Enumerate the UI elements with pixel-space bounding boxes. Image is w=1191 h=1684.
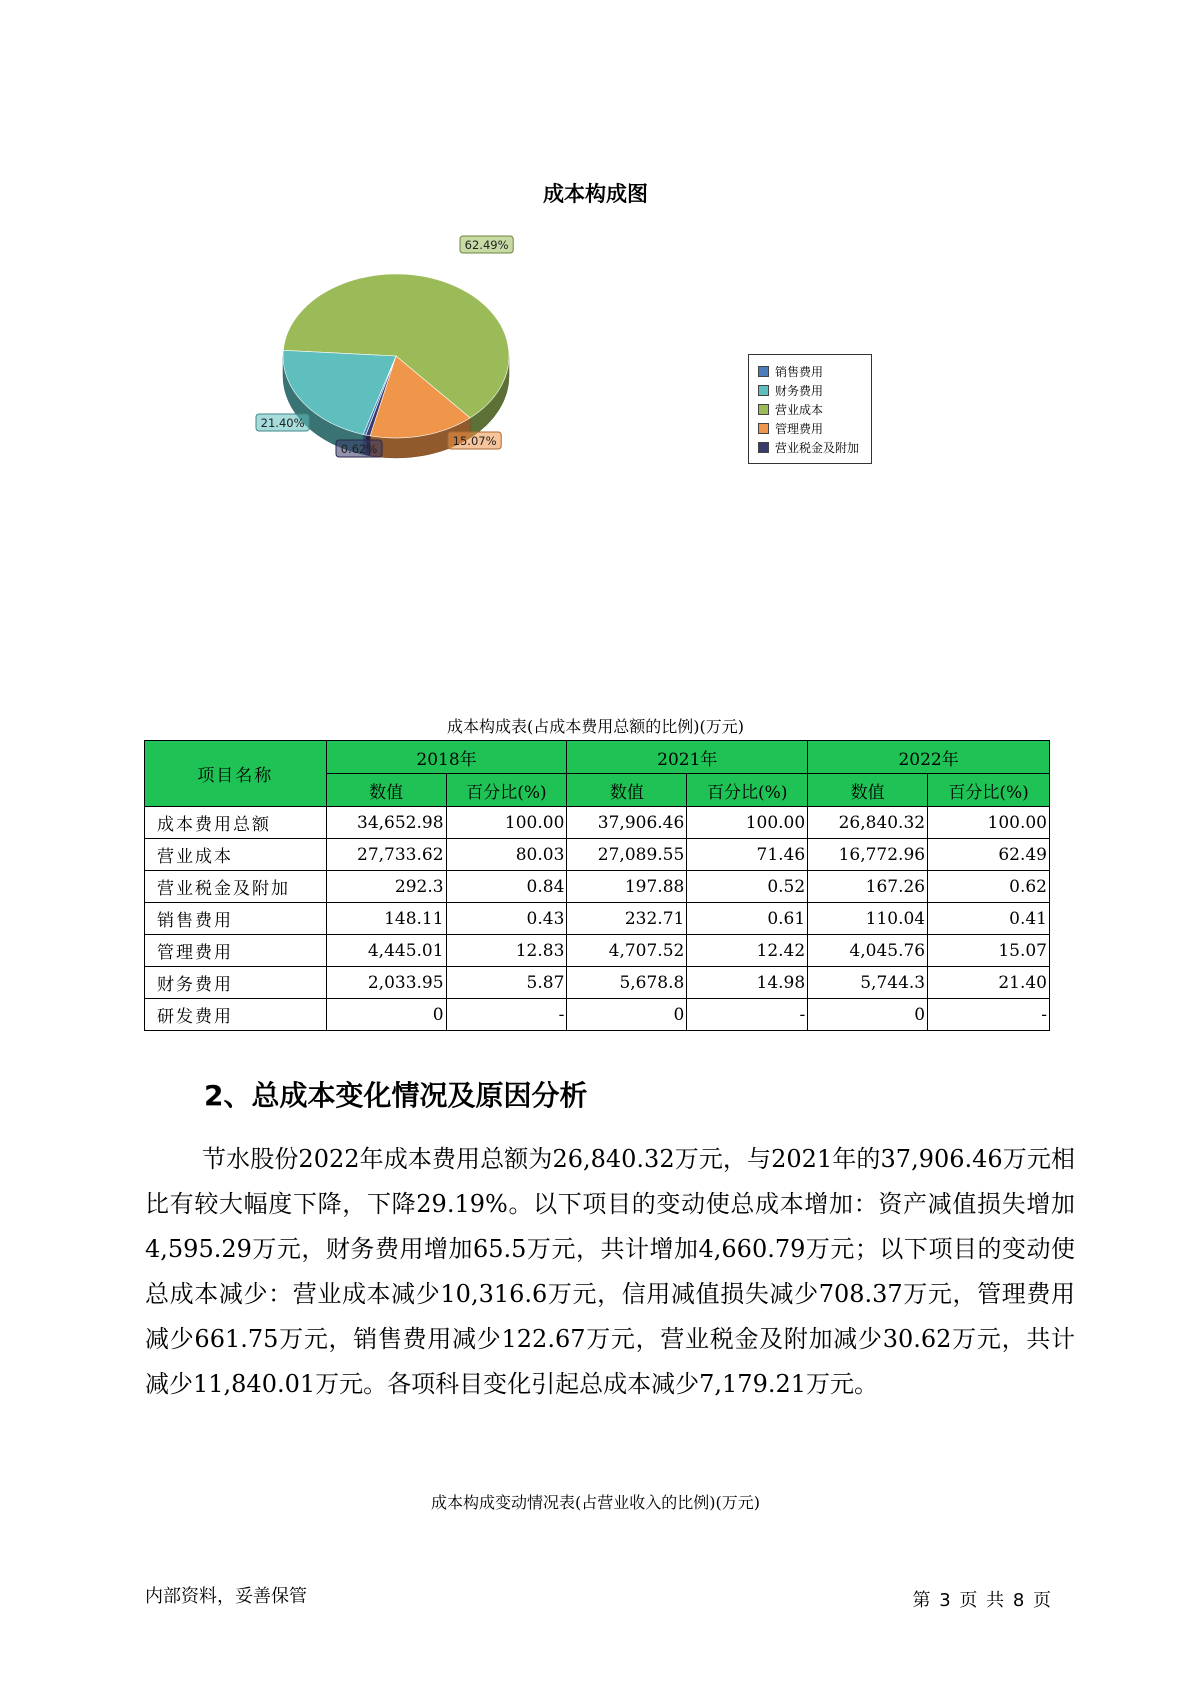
table-row — [145, 871, 1050, 903]
value-cell: 0 — [567, 999, 687, 1031]
value-cell: 292.3 — [326, 871, 446, 903]
legend-swatch — [758, 404, 769, 415]
pie-chart — [250, 228, 670, 488]
legend-item — [758, 438, 871, 457]
legend-item — [758, 400, 871, 419]
value-cell: 26,840.32 — [808, 807, 928, 839]
percent-cell: 80.03 — [446, 839, 567, 871]
value-cell: 197.88 — [567, 871, 687, 903]
value-cell: 37,906.46 — [567, 807, 687, 839]
percent-cell: 14.98 — [687, 967, 808, 999]
value-cell: 5,744.3 — [808, 967, 928, 999]
header-percent: 百分比(%) — [687, 774, 808, 807]
chart-title: 成本构成图 — [543, 182, 648, 206]
header-value: 数值 — [567, 774, 687, 807]
value-cell: 0 — [808, 999, 928, 1031]
value-cell: 4,445.01 — [326, 935, 446, 967]
legend-label: 财务费用 — [775, 384, 824, 398]
header-value: 数值 — [808, 774, 928, 807]
table-row — [145, 967, 1050, 999]
value-cell: 4,045.76 — [808, 935, 928, 967]
value-cell: 0 — [326, 999, 446, 1031]
legend-swatch — [758, 423, 769, 434]
pie-data-label — [460, 236, 513, 253]
value-cell: 34,652.98 — [326, 807, 446, 839]
value-cell: 232.71 — [567, 903, 687, 935]
percent-cell: 15.07 — [928, 935, 1050, 967]
header-percent: 百分比(%) — [446, 774, 567, 807]
legend-item — [758, 419, 871, 438]
header-percent: 百分比(%) — [928, 774, 1050, 807]
table-row — [145, 807, 1050, 839]
footer-page-number: 第 3 页 共 8 页 — [912, 1590, 1051, 1611]
legend-label: 营业成本 — [775, 403, 824, 417]
row-label: 营业税金及附加 — [145, 871, 327, 903]
legend-swatch — [758, 385, 769, 396]
value-cell: 167.26 — [808, 871, 928, 903]
percent-cell: 100.00 — [687, 807, 808, 839]
pie-data-label — [448, 432, 501, 449]
chart-legend — [748, 354, 872, 464]
percent-cell: 0.41 — [928, 903, 1050, 935]
percent-cell: 71.46 — [687, 839, 808, 871]
row-label: 营业成本 — [145, 839, 327, 871]
row-label: 销售费用 — [145, 903, 327, 935]
header-year: 2018年 — [326, 741, 567, 774]
percent-cell: 0.84 — [446, 871, 567, 903]
header-year: 2022年 — [808, 741, 1050, 774]
table-row — [145, 903, 1050, 935]
legend-swatch — [758, 366, 769, 377]
footer-confidential-note: 内部资料，妥善保管 — [145, 1586, 307, 1607]
percent-cell: 5.87 — [446, 967, 567, 999]
percent-cell: - — [446, 999, 567, 1031]
pie-data-label — [336, 440, 382, 457]
row-label: 成本费用总额 — [145, 807, 327, 839]
value-cell: 2,033.95 — [326, 967, 446, 999]
pie-data-label-text: 21.40% — [260, 416, 305, 430]
value-cell: 27,733.62 — [326, 839, 446, 871]
value-cell: 148.11 — [326, 903, 446, 935]
pie-data-label-text: 0.62% — [340, 442, 378, 456]
value-cell: 16,772.96 — [808, 839, 928, 871]
value-cell: 5,678.8 — [567, 967, 687, 999]
legend-label: 营业税金及附加 — [775, 441, 860, 455]
row-label: 财务费用 — [145, 967, 327, 999]
percent-cell: 12.42 — [687, 935, 808, 967]
percent-cell: 0.52 — [687, 871, 808, 903]
legend-label: 管理费用 — [775, 422, 824, 436]
percent-cell: 0.61 — [687, 903, 808, 935]
table2-caption: 成本构成变动情况表(占营业收入的比例)(万元) — [431, 1493, 760, 1512]
table-row — [145, 935, 1050, 967]
percent-cell: 100.00 — [928, 807, 1050, 839]
table-row — [145, 999, 1050, 1031]
row-label: 研发费用 — [145, 999, 327, 1031]
percent-cell: 0.62 — [928, 871, 1050, 903]
section-heading: 2、总成本变化情况及原因分析 — [204, 1079, 588, 1112]
percent-cell: 21.40 — [928, 967, 1050, 999]
percent-cell: - — [687, 999, 808, 1031]
row-label: 管理费用 — [145, 935, 327, 967]
header-item-name: 项目名称 — [145, 741, 327, 807]
analysis-paragraph: 节水股份2022年成本费用总额为26,840.32万元，与2021年的37,906.46万元相比有较大幅度下降，下降29.19%。以下项目的变动使总成本增加：资产减值损失增加4,595.29万元，财务费用增加65.5万元，共计增加4,660.79万元；以下项目的变动使总成本减少：营业成本减少10,316.6万元，信用减值损失减少708.37万元，管理费用减少661.75万元，销售费用减少122.67万元，营业税金及附加减少30.62万元，共计减少11,840.01万元。各项科目变化引起总成本减少7,179.21万元。 — [145, 1145, 1075, 1398]
percent-cell: 0.43 — [446, 903, 567, 935]
legend-label: 销售费用 — [775, 365, 824, 379]
table1-caption: 成本构成表(占成本费用总额的比例)(万元) — [447, 717, 744, 736]
legend-item — [758, 381, 871, 400]
value-cell: 27,089.55 — [567, 839, 687, 871]
value-cell: 4,707.52 — [567, 935, 687, 967]
percent-cell: 100.00 — [446, 807, 567, 839]
header-year: 2021年 — [567, 741, 808, 774]
cost-structure-table — [144, 740, 1050, 1031]
percent-cell: 12.83 — [446, 935, 567, 967]
table-row — [145, 839, 1050, 871]
header-value: 数值 — [326, 774, 446, 807]
pie-data-label-text: 62.49% — [464, 238, 509, 252]
legend-swatch — [758, 442, 769, 453]
percent-cell: - — [928, 999, 1050, 1031]
percent-cell: 62.49 — [928, 839, 1050, 871]
pie-data-label-text: 15.07% — [452, 434, 497, 448]
legend-item — [758, 362, 871, 381]
value-cell: 110.04 — [808, 903, 928, 935]
pie-data-label — [256, 414, 309, 431]
